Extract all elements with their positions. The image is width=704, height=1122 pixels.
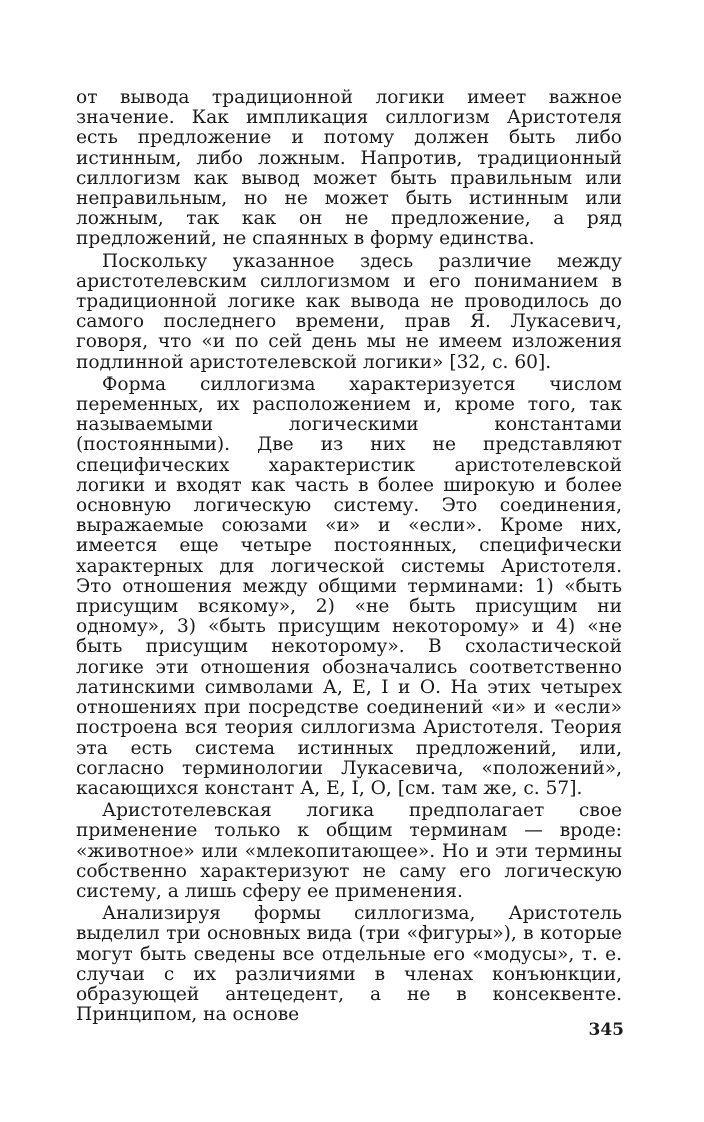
paragraph-2: Поскольку указанное здесь различие между аристотелевским силлогизмом и его пониманием в традиционной логике как вывода не проводилось до самого последнего времени, прав Я. Лукасевич, говоря, что «и по сей день мы не имеем изложения подлинной аристотелевской логики» [32, с. 60]. xyxy=(76,250,622,373)
book-page xyxy=(76,88,622,1025)
paragraph-4: Аристотелевская логика предполагает свое применение только к общим терминам — вроде: «животное» или «млекопитающее». Но и эти термины собственно характеризуют не саму его логическую систему, а лишь сферу ее применения. xyxy=(76,800,622,902)
paragraph-3: Форма силлогизма характеризуется числом переменных, их расположением и, кроме того, так называемыми логическими константами (постоянными). Две из них не представляют специфических характеристик аристотелевской логики и входят как часть в более широкую и более основную логическую систему. Это соединения, выражаемые союзами «и» и «если». Кроме них, имеется еще четыре постоянных, специфически характерных для логической системы Аристотеля. Это отношения между общими терминами: 1) «быть присущим всякому», 2) «не быть присущим ни одному», 3) «быть присущим некоторому» и 4) «не быть присущим некоторому». В схоластической логике эти отношения обозначались соответственно латинскими символами А, Е, I и О. На этих четырех отношениях при посредстве соединений «и» и «если» построена вся теория силлогизма Аристотеля. Теория эта есть система истинных предложений, или, согласно терминологии Лукасевича, «положений», касающихся констант А, Е, I, О, [см. там же, с. 57]. xyxy=(76,373,622,799)
page-number: 345 xyxy=(588,1020,624,1040)
paragraph-5: Анализируя формы силлогизма, Аристотель выделил три основных вида (три «фигуры»), в которые могут быть сведены все отдельные его «модусы», т. е. случаи с их различиями в членах конъюнкции, образующей антецедент, а не в консеквенте. Принципом, на основе xyxy=(76,903,622,1026)
paragraph-1: от вывода традиционной логики имеет важное значение. Как импликация силлогизм Аристотеля есть предложение и потому должен быть либо истинным, либо ложным. Напротив, традиционный силлогизм как вывод может быть правильным или неправильным, но не может быть истинным или ложным, так как он не предложение, а ряд предложений, не спаянных в форму единства. xyxy=(76,87,622,250)
